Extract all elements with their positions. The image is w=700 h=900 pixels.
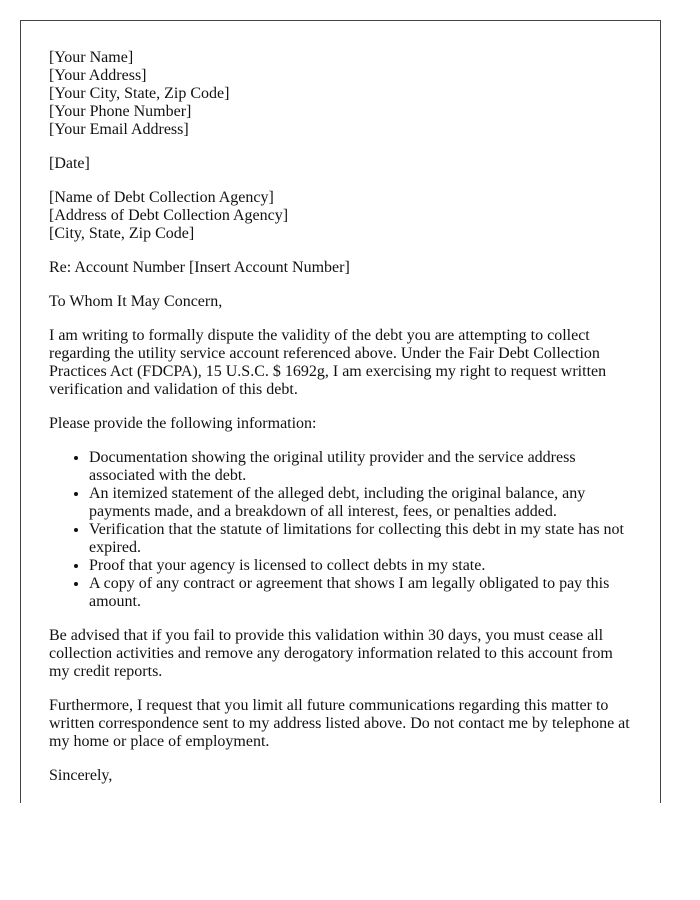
letter-page [20,20,661,803]
paragraph-dispute: I am writing to formally dispute the validity of the debt you are attempting to collect regarding the utility service account referenced above. Under the Fair Debt Collection Practices Act (FDCPA), 15 U.S.C. $ 1692g, I am exercising my right to request written verification and validation of this debt. [49,327,607,398]
date: [Date] [49,155,90,172]
list-item: • Verification that the statute of limitations for collecting this debt in my state has not expired. [89,521,634,557]
recipient-address: [Address of Debt Collection Agency] [49,207,289,224]
salutation: To Whom It May Concern, [49,293,223,310]
recipient-block [49,189,634,243]
re-line: Re: Account Number [Insert Account Number] [49,259,350,276]
list-item: • A copy of any contract or agreement that shows I am legally obligated to pay this amount. [89,575,634,611]
list-item: • Proof that your agency is licensed to collect debts in my state. [89,557,634,575]
closing: Sincerely, [49,767,113,784]
list-item: • An itemized statement of the alleged debt, including the original balance, any payments made, and a breakdown of all interest, fees, or penalties added. [89,485,634,521]
paragraph-communications: Furthermore, I request that you limit all future communications regarding this matter to written correspondence sent to my address listed above. Do not contact me by telephone at my home or place of employment. [49,697,630,750]
list-item: • Documentation showing the original utility provider and the service address associated with the debt. [89,449,634,485]
request-list [49,449,634,611]
sender-phone: [Your Phone Number] [49,103,192,120]
paragraph-warning: Be advised that if you fail to provide this validation within 30 days, you must cease all collection activities and remove any derogatory information related to this account from my credit reports. [49,627,613,680]
sender-address: [Your Address] [49,67,147,84]
sender-city: [Your City, State, Zip Code] [49,85,230,102]
sender-block [49,49,634,139]
recipient-name: [Name of Debt Collection Agency] [49,189,274,206]
sender-name: [Your Name] [49,49,134,66]
request-intro: Please provide the following information: [49,415,317,432]
recipient-city: [City, State, Zip Code] [49,225,195,242]
sender-email: [Your Email Address] [49,121,189,138]
